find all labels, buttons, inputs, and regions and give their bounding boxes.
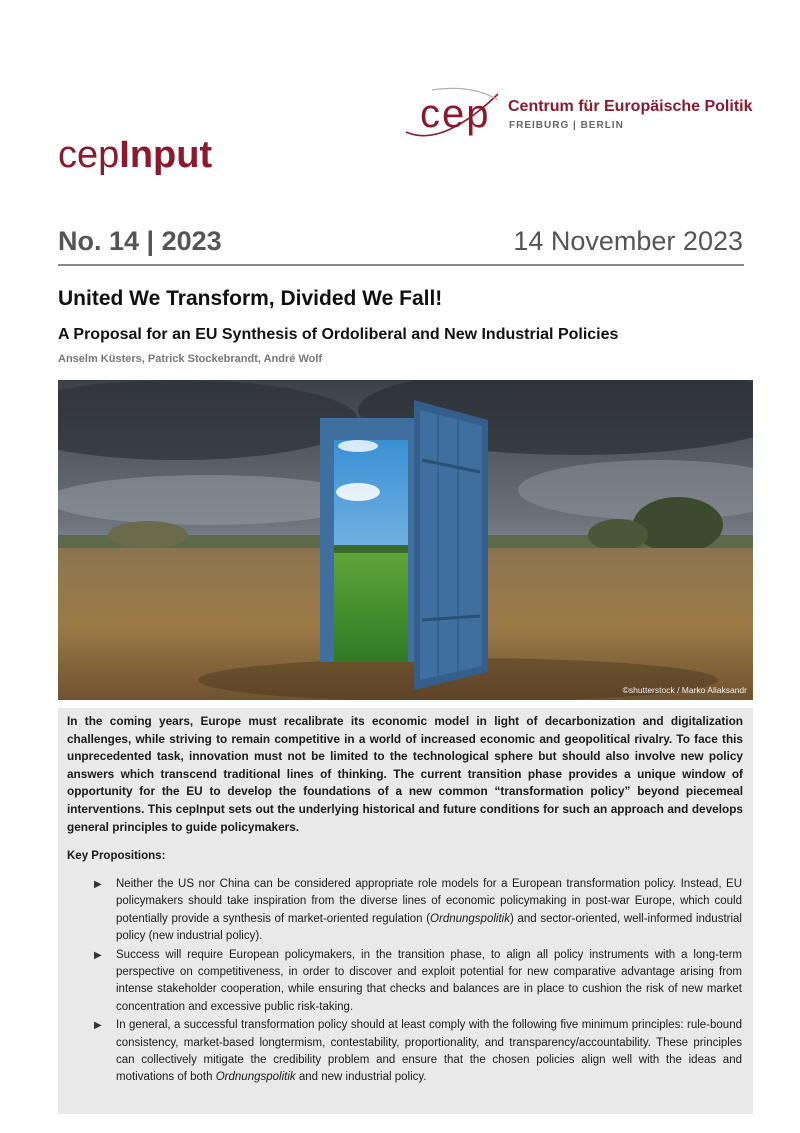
organization-name: Centrum für Europäische Politik xyxy=(508,98,753,115)
logo-text: cep xyxy=(420,92,491,136)
emphasis-term: Ordnungspolitik xyxy=(215,1071,296,1084)
key-propositions-list xyxy=(94,876,742,1088)
organization-cities: FREIBURG | BERLIN xyxy=(509,120,624,131)
list-item xyxy=(94,876,742,946)
document-title: United We Transform, Divided We Fall! xyxy=(58,287,443,310)
publication-date: 14 November 2023 xyxy=(513,226,743,256)
key-propositions-heading: Key Propositions: xyxy=(67,850,166,862)
proposition-text: ) and sector-oriented, well-informed industrial policy (new industrial policy). xyxy=(116,912,742,943)
cep-logo xyxy=(402,86,752,142)
header-divider xyxy=(58,264,744,266)
publication-brand xyxy=(58,134,212,177)
authors: Anselm Küsters, Patrick Stockebrandt, André Wolf xyxy=(58,353,323,365)
list-item xyxy=(94,1017,742,1087)
triangle-right-icon: ▶ xyxy=(94,949,102,961)
brand-prefix: cep xyxy=(58,134,120,176)
proposition-text: and new industrial policy. xyxy=(295,1071,427,1084)
issue-number: No. 14 | 2023 xyxy=(58,226,222,256)
image-credit: ©shutterstock / Marko Aliaksandr xyxy=(622,685,747,695)
proposition-text: Neither the US nor China can be considered appropriate role models for a European transformation policy. Instead, EU policymakers should take inspiration from the diverse lines of economic policymaking in post-war Europe, which could potentially provide a synthesis of market-oriented regulation ( xyxy=(116,878,742,925)
proposition-text: Success will require European policymakers, in the transition phase, to align all policy instruments with a long-term perspective on competitiveness, in order to discover and exploit potential for new comparative advantage arising from intense stakeholder cooperation, while ensuring that checks and balances are in place to cushion the risk of new market concentration and excessive public risk-taking. xyxy=(116,948,742,1013)
cover-image xyxy=(58,380,753,700)
brand-suffix: Input xyxy=(119,134,213,176)
proposition-text: In general, a successful transformation policy should at least comply with the following five minimum principles: rule-bound consistency, market-based longtermism, contestability, proportionality, and transparency/accountability. These principles can collectively mitigate the credibility problem and ensure that the chosen policies align well with the ideas and motivations of both xyxy=(116,1019,742,1084)
triangle-right-icon: ▶ xyxy=(94,879,102,890)
list-item xyxy=(94,947,742,1017)
emphasis-term: Ordnungspolitik xyxy=(430,912,510,925)
document-subtitle: A Proposal for an EU Synthesis of Ordoliberal and New Industrial Policies xyxy=(58,326,619,343)
triangle-right-icon: ▶ xyxy=(94,1020,102,1032)
abstract-paragraph: In the coming years, Europe must recalibrate its economic model in light of decarbonization and digitalization challenges, while striving to remain competitive in a world of increased economic and geopolitical rivalry. To face this unprecedented task, innovation must not be limited to the technological sphere but should also involve new policy answers which transcend traditional lines of thinking. The current transition phase provides a unique window of opportunity for the EU to develop the foundations of a new common “transformation policy” beyond piecemeal interventions. This cepInput sets out the underlying historical and future conditions for such an approach and develops general principles to guide policymakers. xyxy=(67,714,743,834)
door-in-field-illustration xyxy=(58,380,753,700)
